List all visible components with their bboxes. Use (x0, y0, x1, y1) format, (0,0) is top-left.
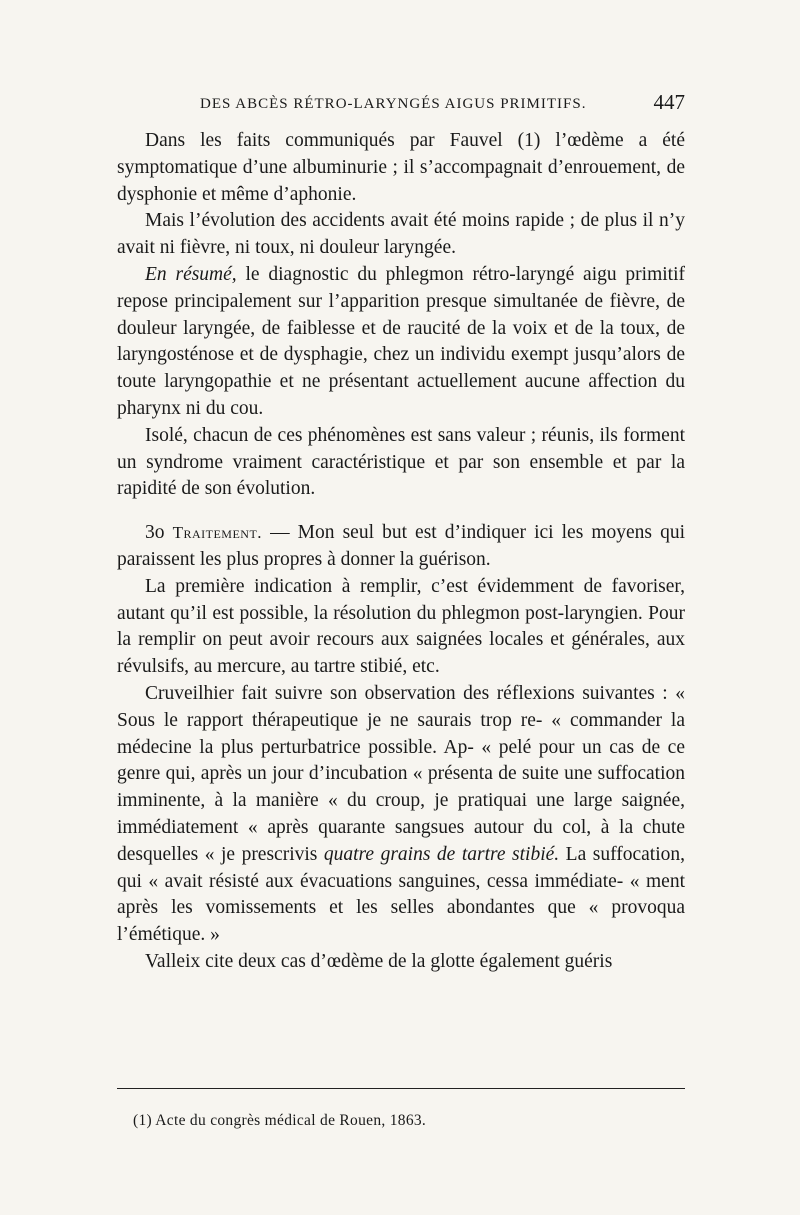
paragraph-indication (117, 574, 685, 681)
paragraph-isole (117, 423, 685, 503)
resume-lead: En résumé, (145, 263, 237, 285)
section-title: Traitement. (172, 523, 263, 543)
paragraph-text: Valleix cite deux cas d’œdème de la glotte également guéris (145, 950, 613, 972)
paragraph-text: Mais l’évolution des accidents avait été moins rapide ; de plus il n’y avait ni fièvre, ni toux, ni douleur laryngée. (117, 210, 685, 259)
page-header (200, 90, 685, 120)
paragraph-text: La suffocation, qui « avait résisté aux évacuations sanguines, cessa immédiate- « ment après les vomissements et les selles abondantes que « provoqua l’émétique. » (117, 843, 685, 946)
paragraph-evolution (117, 208, 685, 262)
paragraph-text: — Mon seul but est d’indiquer ici les moyens qui paraissent les plus propres à donner la guérison. (117, 522, 686, 570)
paragraph-text: La première indication à remplir, c’est évidemment de favoriser, autant qu’il est possible, la résolution du phlegmon post-laryngien. Pour la remplir on peut avoir recours aux saignées locales et générales, aux révulsifs, au mercure, au tartre stibié, etc. (117, 575, 685, 678)
paragraph-valleix (117, 949, 685, 976)
page-number: 447 (653, 90, 685, 114)
paragraph-text: Dans les faits communiqués par Fauvel (1) l’œdème a été symptomatique d’une albuminurie ; il s’accompagnait d’enrouement, de dysphonie et même d’aphonie. (117, 130, 685, 205)
paragraph-cruveilhier (117, 681, 685, 949)
paragraph-text: Isolé, chacun de ces phénomènes est sans valeur ; réunis, ils forment un syndrome vraiment caractéristique et par son ensemble et par la rapidité de son évolution. (117, 424, 685, 500)
paragraph-text: Cruveilhier fait suivre son observation des réflexions suivantes : « Sous le rapport thérapeutique je ne saurais trop re- « commander la médecine la plus perturbatrice possible. Ap- « pelé pour un cas de ce genre qui, après un jour d’incubation « présenta de suite une suffocation imminente, à la manière « du croup, je pratiquai une large saignée, immédiatement « après quarante sangsues autour du col, à la chute desquelles « je prescrivis (117, 682, 685, 865)
paragraph-text: le diagnostic du phlegmon rétro-laryngé aigu primitif repose principalement sur l’apparition presque simultanée de fièvre, de douleur laryngée, de faiblesse et de raucité de la voix et de la toux, de laryngosténose et de dysphagie, chez un individu exempt jusqu’alors de toute laryngopathie et ne présentant actuellement aucune affection du pharynx ni du cou. (117, 263, 685, 419)
paragraph-resume (117, 262, 685, 423)
running-head: DES ABCÈS RÉTRO-LARYNGÉS AIGUS PRIMITIFS. (200, 96, 587, 112)
paragraph-fauvel (117, 128, 685, 208)
section-traitement (117, 520, 685, 574)
section-number: 3o (145, 522, 165, 544)
footnote: (1) Acte du congrès médical de Rouen, 1863. (133, 1112, 427, 1129)
footnote-divider (117, 1088, 685, 1089)
body-text (117, 128, 685, 976)
italic-prescription: quatre grains de tartre stibié. (323, 843, 560, 865)
